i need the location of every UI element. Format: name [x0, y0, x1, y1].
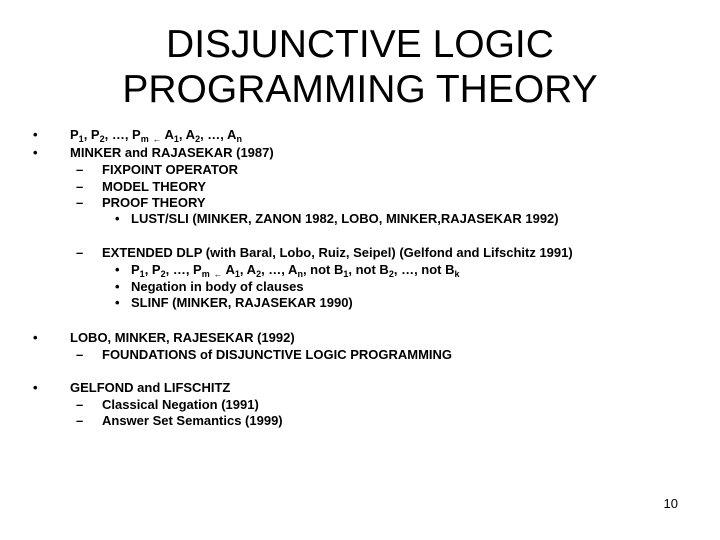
- subscript: 2: [256, 269, 262, 279]
- bullet-minker-rajasekar: MINKER and RAJASEKAR (1987): [70, 145, 274, 160]
- bullet-marker: •: [115, 262, 120, 277]
- slide-title: [0, 22, 720, 112]
- subscript: m: [140, 134, 149, 144]
- subscript: ←: [152, 134, 162, 144]
- sub-extended-dlp: EXTENDED DLP (with Baral, Lobo, Ruiz, Seipel) (Gelfond and Lifschitz 1991): [102, 245, 573, 260]
- subscript: 2: [388, 269, 394, 279]
- sub-fixpoint-operator: FIXPOINT OPERATOR: [102, 162, 239, 177]
- dash-marker: –: [76, 413, 84, 428]
- subscript: m: [201, 269, 210, 279]
- dash-marker: –: [76, 162, 84, 177]
- text-run: , not B: [302, 262, 344, 277]
- text-run: , …, A: [261, 262, 298, 277]
- text-run: , …, P: [165, 262, 202, 277]
- sub-proof-theory: PROOF THEORY: [102, 195, 206, 210]
- dash-marker: –: [76, 195, 84, 210]
- subsub-lust-sli: LUST/SLI (MINKER, ZANON 1982, LOBO, MINKER,RAJASEKAR 1992): [131, 211, 559, 226]
- dash-marker: –: [76, 397, 84, 412]
- subscript: 1: [343, 269, 349, 279]
- text-run: A: [161, 127, 174, 142]
- text-run: , …, P: [104, 127, 141, 142]
- bullet-marker: •: [33, 145, 38, 160]
- bullet-marker: •: [115, 295, 120, 310]
- bullet-gelfond-lifschitz: GELFOND and LIFSCHITZ: [70, 380, 231, 395]
- text-run: , …, not B: [393, 262, 455, 277]
- bullet-marker: •: [115, 211, 120, 226]
- sub-model-theory: MODEL THEORY: [102, 179, 207, 194]
- bullet-marker: •: [33, 330, 38, 345]
- text-run: , A: [239, 262, 257, 277]
- bullet-lobo-minker: LOBO, MINKER, RAJESEKAR (1992): [70, 330, 295, 345]
- text-run: , …, A: [200, 127, 237, 142]
- text-run: , A: [178, 127, 196, 142]
- subsub-negation-body: Negation in body of clauses: [131, 279, 304, 294]
- bullet-marker: •: [115, 279, 120, 294]
- text-run: , P: [144, 262, 161, 277]
- text-run: , P: [83, 127, 100, 142]
- subscript: 2: [195, 134, 201, 144]
- subscript: 1: [173, 134, 179, 144]
- text-run: P: [70, 127, 79, 142]
- subscript: 1: [234, 269, 240, 279]
- subscript: n: [236, 134, 242, 144]
- text-run: , not B: [348, 262, 389, 277]
- title-line-1: DISJUNCTIVE LOGIC: [166, 23, 554, 66]
- dash-marker: –: [76, 347, 84, 362]
- page-number: 10: [663, 496, 678, 511]
- subscript: 2: [99, 134, 105, 144]
- subscript: ←: [213, 269, 223, 279]
- sub-classical-negation: Classical Negation (1991): [102, 397, 259, 412]
- subscript: k: [454, 269, 460, 279]
- text-run: P: [131, 262, 140, 277]
- subscript: 2: [160, 269, 166, 279]
- subscript: 1: [139, 269, 145, 279]
- bullet-marker: •: [33, 127, 38, 142]
- title-line-2: PROGRAMMING THEORY: [122, 68, 598, 111]
- text-run: A: [222, 262, 235, 277]
- subscript: 1: [78, 134, 84, 144]
- dash-marker: –: [76, 179, 84, 194]
- sub-foundations: FOUNDATIONS of DISJUNCTIVE LOGIC PROGRAMMING: [102, 347, 453, 362]
- bullet-marker: •: [33, 380, 38, 395]
- subsub-extended-clause: [131, 262, 460, 278]
- dash-marker: –: [76, 245, 84, 260]
- subscript: n: [297, 269, 303, 279]
- subsub-slinf: SLINF (MINKER, RAJASEKAR 1990): [131, 295, 353, 310]
- bullet-disjunctive-clause: [70, 127, 242, 143]
- sub-answer-set: Answer Set Semantics (1999): [102, 413, 283, 428]
